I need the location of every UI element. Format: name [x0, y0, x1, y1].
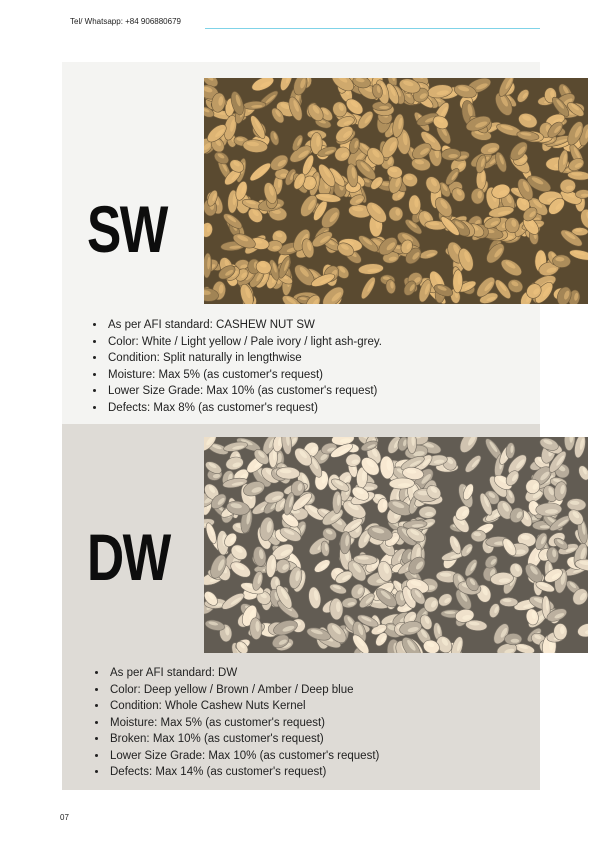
dw-spec-item: • Condition: Whole Cashew Nuts Kernel	[108, 698, 379, 715]
dw-grade-title: DW	[87, 520, 170, 594]
sw-spec-item: • Lower Size Grade: Max 10% (as customer's request)	[106, 383, 382, 400]
dw-spec-list	[90, 665, 379, 781]
page-number: 07	[60, 813, 69, 822]
sw-spec-list	[88, 317, 382, 416]
dw-spec-item: • Lower Size Grade: Max 10% (as customer's request)	[108, 748, 379, 765]
sw-cashew-photo	[204, 78, 588, 304]
sw-spec-item: • Color: White / Light yellow / Pale ivory / light ash-grey.	[106, 334, 382, 351]
dw-cashew-photo	[204, 437, 588, 653]
dw-spec-item: • Color: Deep yellow / Brown / Amber / Deep blue	[108, 682, 379, 699]
dw-spec-item: • As per AFI standard: DW	[108, 665, 379, 682]
dw-spec-item: • Moisture: Max 5% (as customer's request)	[108, 715, 379, 732]
sw-spec-item: • Moisture: Max 5% (as customer's request)	[106, 367, 382, 384]
header-contact: Tel/ Whatsapp: +84 906880679	[70, 17, 181, 26]
header-divider	[205, 28, 540, 29]
dw-spec-item: • Defects: Max 14% (as customer's request)	[108, 764, 379, 781]
sw-spec-item: • Condition: Split naturally in lengthwise	[106, 350, 382, 367]
sw-spec-item: • Defects: Max 8% (as customer's request)	[106, 400, 382, 417]
sw-spec-item: • As per AFI standard: CASHEW NUT SW	[106, 317, 382, 334]
sw-grade-title: SW	[87, 192, 167, 266]
dw-spec-item: • Broken: Max 10% (as customer's request)	[108, 731, 379, 748]
